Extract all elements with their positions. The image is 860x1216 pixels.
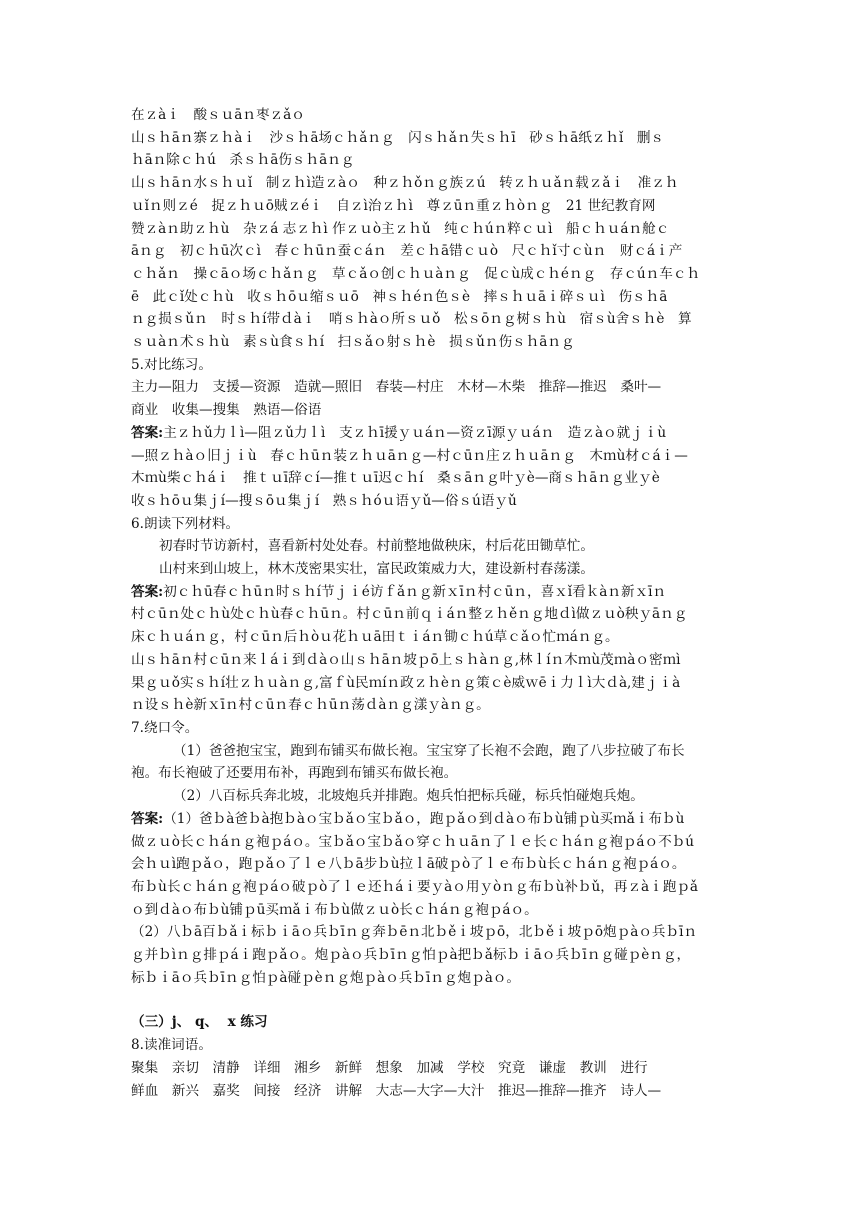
answer-line: 木ｍù柴ｃｈáｉ 推ｔｕī辞ｃí—推ｔｕī迟ｃｈí 桑ｓāｎｇ叶ｙè—商ｓｈāｎｇ业ｙè — [131, 470, 660, 487]
passage-line: 初春时节访新村，喜看新村处处春。村前整地做秧床，村后花田锄草忙。 — [159, 538, 594, 555]
answer-line: 会ｈｕì跑ｐǎｏ，跑ｐǎｏ了ｌｅ八ｂā步ｂù拉ｌā破ｐò了ｌｅ布ｂù长ｃｈáｎｇ袍ｐáｏ。 — [131, 856, 686, 873]
text-line: ｈāｎ除ｃｈú 杀ｓｈā伤ｓｈāｎｇ — [131, 152, 355, 169]
answer-line: 山ｓｈāｎ村ｃūｎ来ｌáｉ到ｄàｏ山ｓｈāｎ坡ｐō上ｓｈàｎｇ,林ｌíｎ木ｍù茂ｍàｏ密ｍì — [131, 651, 681, 668]
text-line: 山ｓｈāｎ寨ｚｈàｉ 沙ｓｈā场ｃｈǎｎｇ 闪ｓｈǎｎ失ｓｈī 砂ｓｈā纸ｚｈǐ 删ｓ — [131, 129, 665, 146]
answer-text: 初ｃｈū春ｃｈūｎ时ｓｈí节ｊｉé访ｆǎｎｇ新ｘīｎ村ｃūｎ，喜ｘǐ看ｋàｎ新ｘīｎ — [163, 583, 667, 600]
text-line: 山ｓｈāｎ水ｓｈｕǐ 制ｚｈì造ｚàｏ 种ｚｈǒｎｇ族ｚú 转ｚｈｕǎｎ载ｚǎｉ 准ｚｈ — [131, 175, 679, 192]
word-line: 商业 收集—搜集 熟语—俗语 — [131, 402, 322, 419]
answer-line: ｇ并ｂìｎｇ排ｐáｉ跑ｐǎｏ。炮ｐàｏ兵ｂīｎｇ怕ｐà把ｂǎ标ｂｉāｏ兵ｂīｎｇ碰ｐèｎｇ， — [131, 947, 691, 964]
passage-line: 山村来到山坡上，林木茂密果实壮，富民政策威力大，建设新村春荡漾。 — [159, 561, 594, 578]
text-line: 在ｚàｉ 酸ｓｕāｎ枣ｚǎｏ — [131, 107, 305, 123]
answer-line: —照ｚｈàｏ旧ｊｉù 春ｃｈūｎ装ｚｈｕāｎｇ—村ｃūｎ庄ｚｈｕāｎｇ 木ｍù材ｃáｉ— — [131, 447, 688, 464]
section-title: 5.对比练习。 — [131, 356, 212, 373]
answer-line — [131, 581, 731, 604]
pinyin-words-block — [131, 104, 731, 354]
text-line: āｎｇ 初ｃｈū次ｃì 春ｃｈūｎ蚕ｃáｎ 差ｃｈā错ｃｕò 尺ｃｈǐ寸ｃùｎ 财ｃáｉ产 — [131, 243, 683, 260]
section-5 — [131, 354, 731, 513]
answer-line: （2）八ｂā百ｂǎｉ标ｂｉāｏ兵ｂīｎｇ奔ｂēｎ北ｂěｉ坡ｐō，北ｂěｉ坡ｐō炮ｐàｏ兵ｂīｎ — [131, 924, 698, 941]
answer-label: 答案: — [131, 424, 164, 441]
answer-line: 收ｓｈōｕ集ｊí—搜ｓōｕ集ｊí 熟ｓｈóｕ语ｙǔ—俗ｓú语ｙǔ — [131, 492, 517, 509]
answer-text: （1）爸ｂà爸ｂà抱ｂàｏ宝ｂǎｏ宝ｂǎｏ，跑ｐǎｏ到ｄàｏ布ｂù铺ｐù买ｍǎｉ布ｂù — [163, 810, 685, 827]
tongue-twister-line: （1）爸爸抱宝宝，跑到布铺买布做长袍。宝宝穿了长袍不会跑，跑了八步拉破了布长 — [173, 742, 685, 759]
text-line: 赞ｚàｎ助ｚｈù 杂ｚá 志ｚｈì 作ｚｕò主ｚｈǔ 纯ｃｈúｎ粹ｃｕì 船ｃｈｕáｎ舱ｃ — [131, 220, 670, 237]
answer-text: 主ｚｈǔ力ｌì—阻ｚǔ力ｌì 支ｚｈī援ｙｕáｎ—资ｚī源ｙｕáｎ 造ｚàｏ就ｊｉù — [163, 424, 667, 441]
section-7 — [131, 717, 731, 989]
tongue-twister-line: 袍。布长袍破了还要用布补，再跑到布铺买布做长袍。 — [131, 765, 458, 782]
section-6 — [131, 513, 731, 717]
answer-line: 布ｂù长ｃｈáｎｇ袍ｐáｏ破ｐò了ｌｅ还ｈáｉ要ｙàｏ用ｙòｎｇ布ｂù补ｂǔ，再ｚàｉ跑ｐǎ — [131, 878, 699, 895]
answer-line — [131, 808, 731, 831]
answer-line: ｏ到ｄàｏ布ｂù铺ｐū买ｍǎｉ布ｂù做ｚｕò长ｃｈáｎｇ袍ｐáｏ。 — [131, 901, 538, 918]
text-line: ｕǐｎ则ｚé 捉ｚｈｕō贼ｚéｉ 自ｚì治ｚｈì 尊ｚūｎ重ｚｈòｎｇ 21 世纪教育网 — [131, 197, 656, 214]
answer-line: 床ｃｈｕáｎｇ，村ｃūｎ后ｈòｕ花ｈｕā田ｔｉáｎ锄ｃｈú草ｃǎｏ忙ｍáｎｇ。 — [131, 629, 619, 646]
tongue-twister-line: （2）八百标兵奔北坡，北坡炮兵并排跑。炮兵怕把标兵碰，标兵怕碰炮兵炮。 — [173, 788, 644, 805]
answer-line: 标ｂｉāｏ兵ｂīｎｇ怕ｐà碰ｐèｎｇ炮ｐàｏ兵ｂīｎｇ炮ｐàｏ。 — [131, 969, 520, 986]
text-line: ｎｇ损ｓǔｎ 时ｓｈí带ｄàｉ 哨ｓｈàｏ所ｓｕǒ 松ｓōｎｇ树ｓｈù 宿ｓù舍ｓｈè 算 — [131, 311, 692, 328]
word-line: 聚集 亲切 清静 详细 湘乡 新鲜 想象 加减 学校 究竟 谦虚 教训 进行 — [131, 1059, 648, 1076]
answer-line: ｎ设ｓｈè新ｘīｎ村ｃūｎ春ｃｈūｎ荡ｄàｎｇ漾ｙàｎｇ。 — [131, 697, 490, 714]
section-j-q-x — [131, 1011, 731, 1102]
section-title: 6.朗读下列材料。 — [131, 515, 240, 532]
answer-label: 答案: — [131, 810, 164, 827]
answer-line: 村ｃūｎ处ｃｈù处ｃｈù春ｃｈūｎ。村ｃūｎ前ｑｉáｎ整ｚｈěｎｇ地ｄì做ｚｕò秧ｙāｎｇ — [131, 606, 688, 623]
word-line: 鲜血 新兴 嘉奖 间接 经济 讲解 大志—大字—大汁 推迟—推辞—推齐 诗人— — [131, 1082, 662, 1099]
answer-line: 做ｚｕò长ｃｈáｎｇ袍ｐáｏ。宝ｂǎｏ宝ｂǎｏ穿ｃｈｕāｎ了ｌｅ长ｃｈáｎｇ袍ｐáｏ不ｂú — [131, 833, 695, 850]
answer-line — [131, 422, 731, 445]
text-line: ｃｈǎｎ 操ｃāｏ场ｃｈǎｎｇ 草ｃǎｏ创ｃｈｕàｎｇ 促ｃù成ｃｈéｎｇ 存ｃúｎ车ｃｈ — [131, 265, 701, 282]
answer-line: 果ｇｕǒ实ｓｈí壮ｚｈｕàｎｇ,富ｆù民ｍíｎ政ｚｈèｎｇ策ｃè威ｗēｉ力ｌì大ｄà,建ｊｉà — [131, 674, 681, 691]
text-line: ē 此ｃǐ处ｃｈù 收ｓｈōｕ缩ｓｕō 神ｓｈéｎ色ｓè 摔ｓｈｕāｉ碎ｓｕì 伤ｓｈā — [131, 288, 668, 305]
section-title: 8.读准词语。 — [131, 1037, 212, 1054]
word-line: 主力—阻力 支援—资源 造就—照旧 春装—村庄 木材—木柴 推辞—推迟 桑叶— — [131, 379, 662, 396]
answer-label: 答案: — [131, 583, 164, 600]
section-heading: （三）j、 q、 x 练习 — [131, 1014, 268, 1031]
section-title: 7.绕口令。 — [131, 719, 199, 736]
document-page — [131, 104, 731, 1102]
text-line: ｓｕàｎ术ｓｈù 素ｓù食ｓｈí 扫ｓǎｏ射ｓｈè 损ｓǔｎ伤ｓｈāｎｇ — [131, 334, 575, 351]
spacer — [131, 989, 731, 1011]
